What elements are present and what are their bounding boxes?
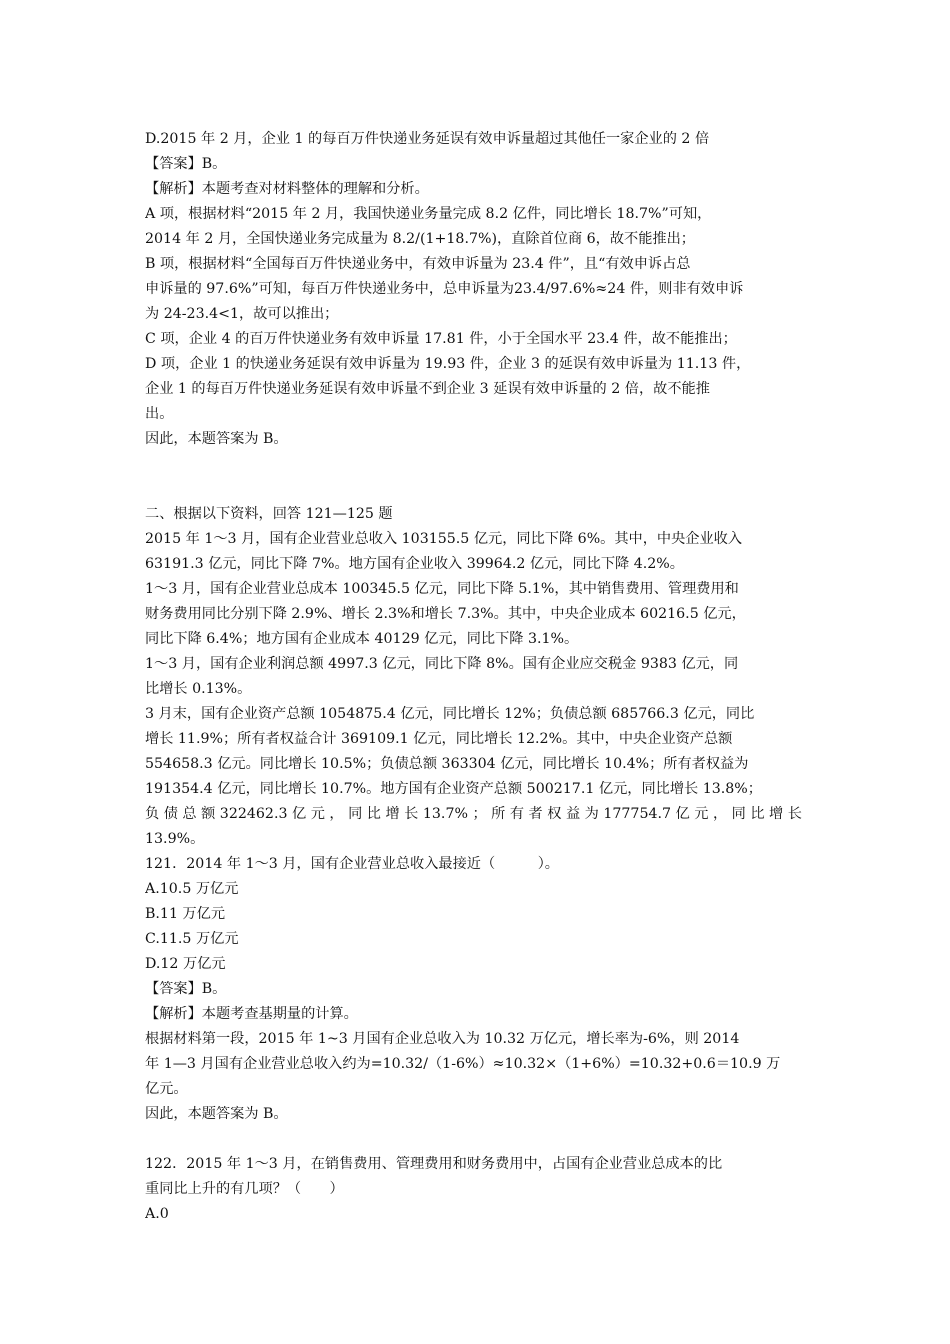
analysis-line: 为 24-23.4<1，故可以推出；: [145, 306, 339, 322]
conclusion-text: 因此，本题答案为 B。: [145, 431, 288, 447]
analysis-line: 根据材料第一段，2015 年 1~3 月国有企业总收入为 10.32 万亿元，增长率为-6%，则 2014: [145, 1031, 740, 1047]
option-text: D.2015 年 2 月，企业 1 的每百万件快递业务延误有效申诉量超过其他任一家企业的 2 倍: [145, 131, 710, 147]
question-121-analysis-title: [145, 1002, 809, 1027]
analysis-line: 出。: [145, 406, 174, 422]
answer-text: 【答案】B。: [145, 981, 227, 997]
spacer: [145, 452, 809, 502]
material-line: 13.9%。: [145, 831, 205, 847]
analysis-title-text: 【解析】本题考查基期量的计算。: [145, 1006, 358, 1022]
prev-analysis-title: [145, 177, 809, 202]
question-121-option-d: [145, 952, 809, 977]
prev-analysis-item-c: [145, 327, 809, 352]
prev-analysis-item-a: [145, 202, 809, 252]
option-text: D.12 万亿元: [145, 956, 226, 972]
question-121-option-b: [145, 902, 809, 927]
section-heading: [145, 502, 809, 527]
analysis-line: 亿元。: [145, 1081, 188, 1097]
question-stem-text: 122．2015 年 1～3 月，在销售费用、管理费用和财务费用中，占国有企业营业总成本的比: [145, 1156, 723, 1172]
question-stem-text: 121．2014 年 1～3 月，国有企业营业总收入最接近（ ）。: [145, 856, 559, 872]
analysis-line: 申诉量的 97.6%”可知，每百万件快递业务中，总申诉量为23.4/97.6%≈24 件，则非有效申诉: [145, 281, 744, 297]
option-text: A.10.5 万亿元: [145, 881, 239, 897]
material-line: 554658.3 亿元。同比增长 10.5%；负债总额 363304 亿元，同比增长 10.4%；所有者权益为: [145, 756, 749, 772]
material-line: 2015 年 1～3 月，国有企业营业总收入 103155.5 亿元，同比下降 6%。其中，中央企业收入: [145, 531, 743, 547]
section-heading-text: 二、根据以下资料，回答 121—125 题: [145, 506, 393, 522]
question-121-option-c: [145, 927, 809, 952]
analysis-title-text: 【解析】本题考查对材料整体的理解和分析。: [145, 181, 429, 197]
analysis-line: B 项，根据材料“全国每百万件快递业务中，有效申诉量为 23.4 件”，且“有效申诉占总: [145, 256, 691, 272]
material-line: 同比下降 6.4%；地方国有企业成本 40129 亿元，同比下降 3.1%。: [145, 631, 579, 647]
question-121-option-a: [145, 877, 809, 902]
material-line: 财务费用同比分别下降 2.9%、增长 2.3%和增长 7.3%。其中，中央企业成本 60216.5 亿元，: [145, 606, 746, 622]
question-122-option-a: [145, 1202, 809, 1227]
question-122-stem: [145, 1152, 809, 1202]
answer-text: 【答案】B。: [145, 156, 227, 172]
spacer: [145, 1127, 809, 1152]
conclusion-text: 因此，本题答案为 B。: [145, 1106, 288, 1122]
question-121-analysis: [145, 1027, 809, 1102]
material-line: 1～3 月，国有企业利润总额 4997.3 亿元，同比下降 8%。国有企业应交税金 9383 亿元，同: [145, 656, 739, 672]
prev-question-option-d: [145, 127, 809, 152]
analysis-line: 企业 1 的每百万件快递业务延误有效申诉量不到企业 3 延误有效申诉量的 2 倍，故不能推: [145, 381, 710, 397]
question-stem-text: 重同比上升的有几项？（ ）: [145, 1181, 344, 1197]
material-line: 比增长 0.13%。: [145, 681, 252, 697]
analysis-line: 2014 年 2 月，全国快递业务完成量为 8.2/(1+18.7%)，直除首位商 6，故不能推出；: [145, 231, 695, 247]
material-paragraph-2: [145, 577, 809, 652]
question-121-stem: [145, 852, 809, 877]
material-paragraph-4: [145, 702, 809, 852]
document-page: [145, 127, 809, 1227]
prev-analysis-item-b: [145, 252, 809, 327]
material-line: 63191.3 亿元，同比下降 7%。地方国有企业收入 39964.2 亿元，同比下降 4.2%。: [145, 556, 684, 572]
analysis-line: A 项，根据材料“2015 年 2 月，我国快递业务量完成 8.2 亿件，同比增长 18.7%”可知，: [145, 206, 712, 222]
question-121-conclusion: [145, 1102, 809, 1127]
analysis-line: D 项，企业 1 的快递业务延误有效申诉量为 19.93 件，企业 3 的延误有效申诉量为 11.13 件，: [145, 356, 751, 372]
option-text: A.0: [145, 1206, 169, 1222]
material-line: 191354.4 亿元，同比增长 10.7%。地方国有企业资产总额 500217.1 亿元，同比增长 13.8%；: [145, 781, 762, 797]
material-paragraph-1: [145, 527, 809, 577]
material-line: 负 债 总 额 322462.3 亿 元 ， 同 比 增 长 13.7% ； 所 有 者 权 益 为 177754.7 亿 元 ， 同 比 增 长: [145, 806, 802, 822]
material-line: 3 月末，国有企业资产总额 1054875.4 亿元，同比增长 12%；负债总额 685766.3 亿元，同比: [145, 706, 755, 722]
material-line: 增长 11.9%；所有者权益合计 369109.1 亿元，同比增长 12.2%。其中，中央企业资产总额: [145, 731, 733, 747]
material-line: 1～3 月，国有企业营业总成本 100345.5 亿元，同比下降 5.1%，其中销售费用、管理费用和: [145, 581, 739, 597]
analysis-line: 年 1—3 月国有企业营业总收入约为=10.32/（1-6%）≈10.32×（1+6%）=10.32+0.6＝10.9 万: [145, 1056, 781, 1072]
option-text: C.11.5 万亿元: [145, 931, 239, 947]
prev-analysis-item-d: [145, 352, 809, 427]
option-text: B.11 万亿元: [145, 906, 226, 922]
analysis-line: C 项，企业 4 的百万件快递业务有效申诉量 17.81 件，小于全国水平 23.4 件，故不能推出；: [145, 331, 737, 347]
question-121-answer: [145, 977, 809, 1002]
prev-conclusion: [145, 427, 809, 452]
prev-answer: [145, 152, 809, 177]
material-paragraph-3: [145, 652, 809, 702]
